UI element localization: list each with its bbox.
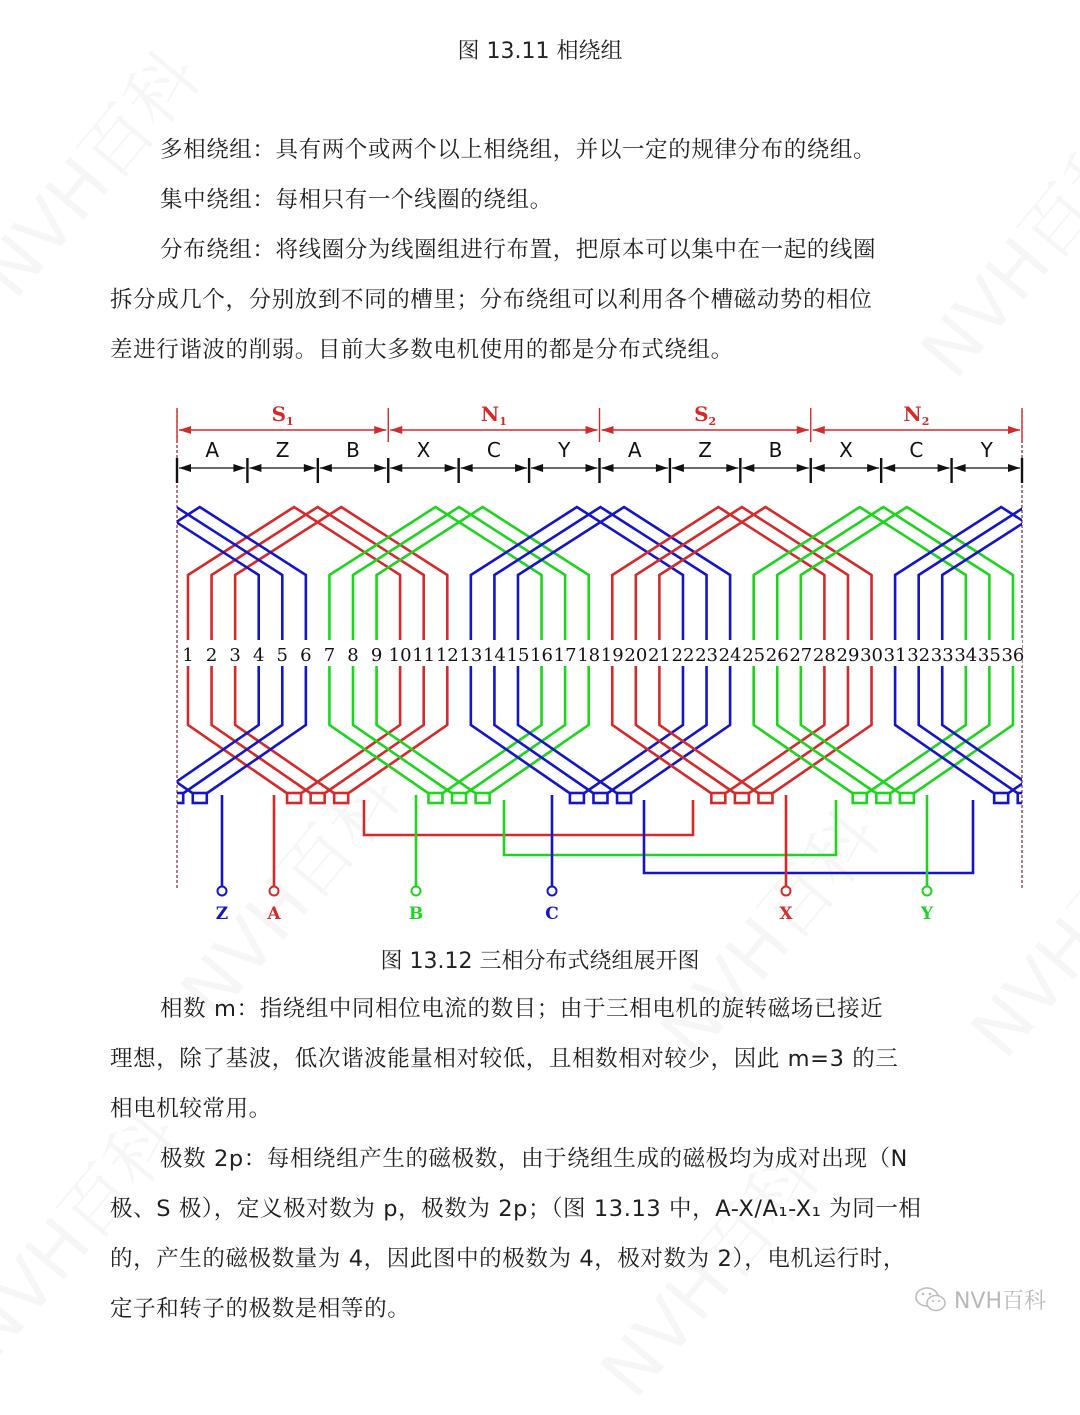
paragraph-line [110, 325, 950, 375]
slot-number: 11 [412, 645, 436, 666]
coil-terminal-loop [452, 793, 466, 803]
phase-belt-label: Z [698, 438, 712, 462]
wechat-icon [914, 1286, 948, 1314]
brand-name: NVH百科 [953, 1289, 1046, 1314]
slot-number: 13 [459, 645, 483, 666]
paragraph-text: 分布绕组：将线圈分为线圈组进行布置，把原本可以集中在一起的线圈 [160, 237, 877, 263]
phase-belt-X [388, 438, 456, 483]
coil-terminal-loop [758, 793, 772, 803]
coil-end-top [47, 507, 259, 580]
phase-belt-label: A [205, 438, 220, 462]
slot-number: 29 [836, 645, 860, 666]
paragraph-line [110, 984, 950, 1034]
phase-belt-label: X [416, 438, 431, 462]
paragraph-line [110, 175, 950, 225]
slot-number: 1 [182, 645, 194, 666]
slot-number: 4 [252, 645, 265, 666]
paragraph-text: 定子和转子的极数是相等的。 [110, 1296, 411, 1322]
terminal-A [266, 795, 281, 924]
phase-belt-X [811, 438, 879, 483]
slot-number: 10 [388, 645, 412, 666]
coil-end-bottom [1031, 720, 1080, 794]
slot-number: 23 [695, 645, 718, 666]
paragraph-text: 理想，除了基波，低次谐波能量相对较低，且相数相对较少，因此 m=3 的三 [110, 1046, 899, 1072]
pole-span-S2 [600, 402, 809, 442]
paragraph-text: 极数 2p：每相绕组产生的磁极数，由于绕组生成的磁极均为成对出现（N [160, 1146, 908, 1172]
phase-belt-label: Y [980, 438, 993, 462]
slot-number: 32 [907, 645, 931, 666]
coil-terminal-loop [994, 793, 1008, 803]
slot-number: 17 [553, 645, 577, 666]
coil-terminal-loop [735, 793, 749, 803]
coil-terminal-loop [853, 793, 867, 803]
slot-number: 5 [276, 645, 289, 666]
slot-number: 26 [765, 645, 789, 666]
paragraph-line [110, 1234, 950, 1284]
slot-number: 14 [482, 645, 506, 666]
terminal-Y [920, 795, 934, 924]
interconnections [364, 800, 973, 873]
paragraph-text: 相数 m：指绕组中同相位电流的数目；由于三相电机的旋转磁场已接近 [160, 996, 884, 1022]
figure-13-12-caption: 图 13.12 三相分布式绕组展开图 [380, 949, 700, 974]
terminal-label: X [779, 904, 793, 924]
pole-span-N2 [811, 402, 1020, 442]
paragraph-text: 的，产生的磁极数量为 4，因此图中的极数为 4，极对数为 2），电机运行时， [110, 1246, 906, 1272]
slot-number: 19 [600, 645, 624, 666]
slot-number: 21 [647, 645, 671, 666]
paragraph-line [110, 1034, 950, 1084]
terminal-B [409, 795, 423, 924]
slot-number: 33 [930, 645, 954, 666]
slot-number: 15 [506, 645, 530, 666]
coil-terminal-loop [311, 793, 325, 803]
pole-span-N1 [388, 402, 597, 442]
phase-belt-B [318, 438, 386, 483]
terminal-C [545, 795, 559, 924]
slot-number: 35 [977, 645, 1001, 666]
paragraph-line [110, 1284, 950, 1334]
phase-belt-C [459, 438, 527, 483]
phase-belt-label: Z [275, 438, 290, 462]
coil-terminal-loop [593, 793, 607, 803]
paragraph-line [110, 225, 950, 275]
terminal-X [779, 795, 793, 924]
coil-end-bottom [47, 720, 147, 794]
parameters-section [110, 984, 950, 1334]
paragraph-line [110, 275, 950, 325]
coil-end-bottom [1054, 720, 1080, 794]
pole-span-S1 [177, 402, 386, 442]
coil-terminal-loop [193, 793, 207, 803]
terminal-label: Y [920, 904, 934, 924]
paragraph-line [110, 125, 950, 175]
phase-belt-label: B [346, 438, 360, 462]
slot-number: 2 [205, 645, 218, 666]
slot-number: 6 [300, 645, 312, 666]
brand-mark [914, 1284, 1046, 1315]
slot-number: 27 [789, 645, 813, 666]
figure-13-11-caption: 图 13.11 相绕组 [457, 39, 623, 64]
slot-number: 9 [370, 645, 383, 666]
coil-terminal-loop [570, 793, 584, 803]
coil-terminal-loop [876, 793, 890, 803]
pole-label: $S_1$ [271, 402, 294, 428]
slot-number: 7 [323, 645, 336, 666]
phase-belt-label: X [839, 438, 853, 462]
phase-belt-label: C [486, 438, 501, 462]
paragraph-text: 极、S 极），定义极对数为 p，极数为 2p；（图 13.13 中，A-X/A₁-X₁ 为同一相 [110, 1196, 922, 1222]
terminal-label: A [267, 904, 281, 924]
terminal-Z [216, 795, 228, 924]
paragraph-text: 相电机较常用。 [110, 1096, 272, 1122]
phase-belt-Y [952, 438, 1020, 483]
three-phase-winding-diagram [0, 390, 1080, 935]
phase-belt-Z [247, 438, 315, 483]
definitions-section [110, 125, 950, 375]
coil-terminal-loop [1018, 793, 1032, 803]
slot-number: 12 [435, 645, 459, 666]
slot-number: 25 [742, 645, 766, 666]
coil-terminal-loop [146, 793, 160, 803]
phase-belt-A [177, 438, 245, 483]
coil-terminal-loop [476, 793, 490, 803]
coil-terminal-loop [900, 793, 914, 803]
phase-belt-label: Y [558, 438, 571, 462]
phase-belt-A [600, 438, 668, 483]
pole-label: $N_1$ [480, 402, 507, 428]
coil-end-bottom [70, 720, 170, 794]
slot-number: 8 [347, 645, 359, 666]
phase-belt-label: C [909, 438, 924, 462]
coil-terminal-loop [334, 793, 348, 803]
slot-number: 18 [577, 645, 601, 666]
slot-number: 36 [1001, 645, 1025, 666]
phase-belt-Z [670, 438, 738, 483]
slot-number: 22 [671, 645, 695, 666]
coil-terminal-loop [428, 793, 442, 803]
slot-number: 20 [624, 645, 648, 666]
phase-belt-C [881, 438, 949, 483]
phase-belt-label: B [768, 438, 783, 462]
phase-belt-label: A [627, 438, 642, 462]
phase-belt-Y [529, 438, 597, 483]
paragraph-text: 差进行谐波的削弱。目前大多数电机使用的都是分布式绕组。 [110, 337, 734, 363]
terminal-label: B [408, 904, 424, 924]
phase-belt-B [740, 438, 808, 483]
coil-end-bottom [94, 720, 194, 794]
paragraph-line [110, 1084, 950, 1134]
slot-number: 24 [718, 645, 742, 666]
paragraph-line [110, 1184, 950, 1234]
slot-number: 30 [860, 645, 883, 666]
paragraph-line [110, 1134, 950, 1184]
coil-terminal-loop [617, 793, 631, 803]
paragraph-text: 多相绕组：具有两个或两个以上相绕组，并以一定的规律分布的绕组。 [160, 137, 877, 163]
paragraph-text: 拆分成几个，分别放到不同的槽里；分布绕组可以利用各个槽磁动势的相位 [110, 287, 873, 313]
paragraph-text: 集中绕组：每相只有一个线圈的绕组。 [160, 187, 553, 213]
slot-number: 16 [530, 645, 554, 666]
slot-number: 28 [812, 645, 836, 666]
coil-terminal-loop [1041, 793, 1055, 803]
terminal-label: Z [215, 904, 229, 924]
slot-number: 31 [883, 645, 907, 666]
slot-number: 34 [954, 645, 978, 666]
coil-end-bottom [1007, 720, 1080, 794]
coil-terminal-loop [287, 793, 301, 803]
terminal-label: C [545, 904, 559, 924]
coil-terminal-loop [169, 793, 183, 803]
pole-label: $N_2$ [903, 402, 930, 428]
coil-terminal-loop [711, 793, 725, 803]
slot-number: 3 [229, 645, 241, 666]
pole-label: $S_2$ [694, 402, 717, 428]
